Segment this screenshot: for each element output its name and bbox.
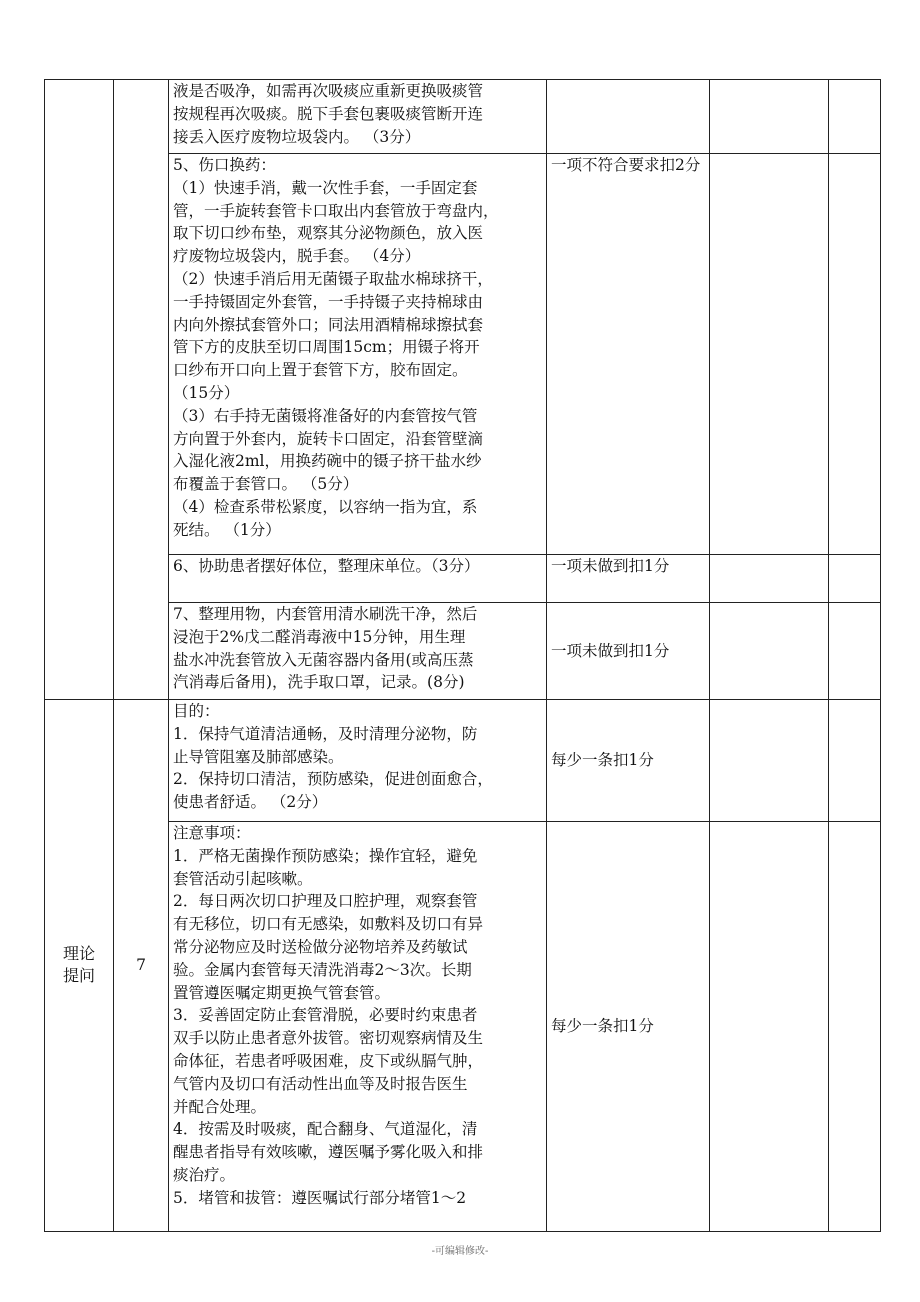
table-row [45, 603, 881, 700]
deduction-cell [710, 555, 829, 603]
notes-content: 注意事项： 1．严格无菌操作预防感染；操作宜轻，避免 套管活动引起咳嗽。 2．每日两次切口护理及口腔护理，观察套管 有无移位，切口有无感染，如敷料及切口有异 常分泌物应及时送检做分泌物培养及药敏试 验。金属内套管每天清洗消毒2～3次。长期 置管遵医嘱定期更换气管套管。 3．妥善固定防止套管滑脱，必要时约束患者 双手以防止患者意外拔管。密切观察病情及生 命体征，若患者呼吸困难，皮下或纵膈气肿， 气管内及切口有活动性出血等及时报告医生 并配合处理。 4．按需及时吸痰，配合翻身、气道湿化，清 醒患者指导有效咳嗽，遵医嘱予雾化吸入和排 痰治疗。 5．堵管和拔管：遵医嘱试行部分堵管1～2 [169, 822, 547, 1232]
scoring-table [44, 79, 881, 1232]
deduction-cell [710, 80, 829, 154]
deduction-cell [710, 603, 829, 700]
purpose-content: 目的： 1．保持气道清洁通畅，及时清理分泌物，防 止导管阻塞及肺部感染。 2．保持切口清洁，预防感染，促进创面愈合， 使患者舒适。 （2分） [169, 700, 547, 822]
step-content-cleanup: 7、整理用物，内套管用清水刷洗干净，然后 浸泡于2%戊二醛消毒液中15分钟，用生理 盐水冲洗套管放入无菌容器内备用(或高压蒸 汽消毒后备用)，洗手取口罩，记录。(8分) [169, 603, 547, 700]
criteria-cell [547, 555, 710, 603]
criteria-text: 一项未做到扣1分 [551, 641, 670, 660]
remark-cell [829, 154, 881, 555]
deduction-cell [710, 154, 829, 555]
score-value: 7 [136, 956, 146, 975]
table-row [45, 700, 881, 822]
criteria-cell [547, 700, 710, 822]
criteria-cell [547, 154, 710, 555]
page-footer: -可编辑修改- [431, 1246, 489, 1257]
category-cell [45, 700, 114, 1232]
deduction-cell [710, 700, 829, 822]
table-row [45, 555, 881, 603]
deduction-cell [710, 822, 829, 1232]
score-cell-empty [114, 80, 169, 700]
remark-cell [829, 700, 881, 822]
table-row [45, 80, 881, 154]
category-label: 理论提问 [62, 944, 95, 986]
step-content-wound-dressing: 5、伤口换药： （1）快速手消，戴一次性手套，一手固定套 管，一手旋转套管卡口取出内套管放于弯盘内， 取下切口纱布垫，观察其分泌物颜色，放入医 疗废物垃圾袋内，脱手套。 （4分） （2）快速手消后用无菌镊子取盐水棉球挤干， 一手持镊固定外套管，一手持镊子夹持棉球由 内向外擦拭套管外口；同法用酒精棉球擦拭套 管下方的皮肤至切口周围15cm；用镊子将开 口纱布开口向上置于套管下方，胶布固定。 （15分） （3）右手持无菌镊将准备好的内套管按气管 方向置于外套内，旋转卡口固定，沿套管壁滴 入湿化液2ml，用换药碗中的镊子挤干盐水纱 布覆盖于套管口。 （5分） （4）检查系带松紧度，以容纳一指为宜，系 死结。 （1分） [169, 154, 547, 555]
criteria-text: 一项不符合要求扣2分 [551, 156, 701, 174]
remark-cell [829, 822, 881, 1232]
score-cell [114, 700, 169, 1232]
table-row [45, 822, 881, 1232]
criteria-cell [547, 80, 710, 154]
criteria-text: 每少一条扣1分 [551, 751, 654, 770]
criteria-cell [547, 822, 710, 1232]
remark-cell [829, 603, 881, 700]
remark-cell [829, 80, 881, 154]
category-cell-empty [45, 80, 114, 700]
criteria-text: 一项未做到扣1分 [551, 557, 670, 575]
criteria-text: 每少一条扣1分 [551, 1017, 654, 1036]
criteria-cell [547, 603, 710, 700]
step-content-suction-end: 液是否吸净，如需再次吸痰应重新更换吸痰管 按规程再次吸痰。脱下手套包裹吸痰管断开连 接丢入医疗废物垃圾袋内。 （3分） [169, 80, 547, 154]
step-content-positioning: 6、协助患者摆好体位，整理床单位。（3分） [169, 555, 547, 603]
remark-cell [829, 555, 881, 603]
table-row [45, 154, 881, 555]
